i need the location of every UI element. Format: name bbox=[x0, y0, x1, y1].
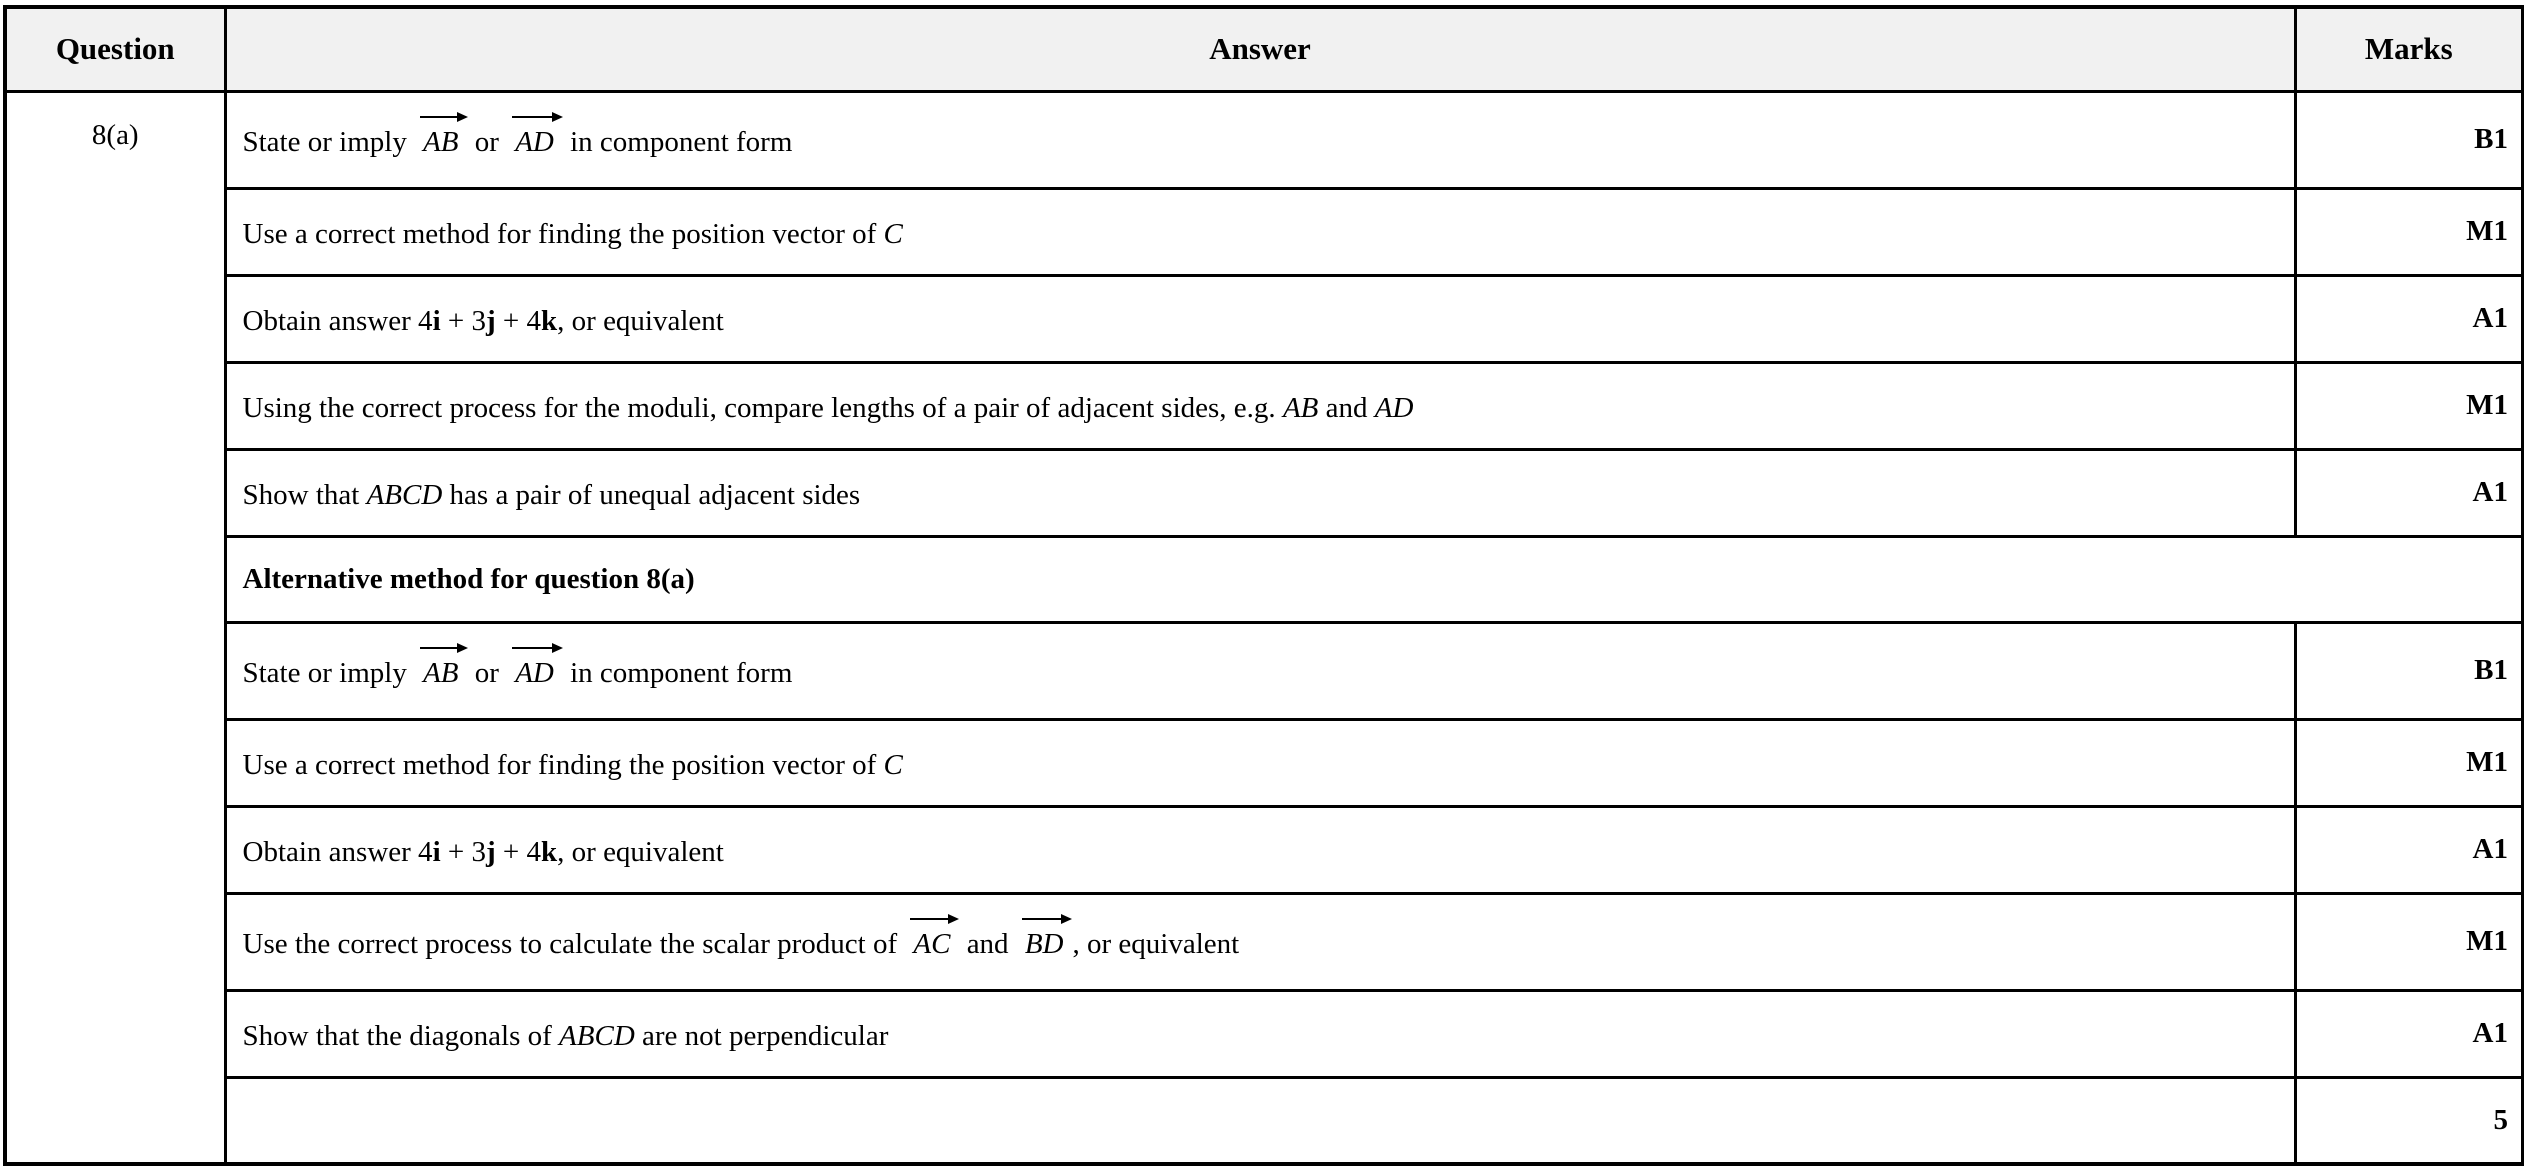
mark-table-body bbox=[5, 91, 2523, 1164]
italic-term: AD bbox=[1374, 392, 1414, 425]
marks-cell: M1 bbox=[2295, 719, 2523, 806]
answer-cell bbox=[225, 1077, 2295, 1164]
answer-cell: Show that the diagonals of ABCD are not perpendicular bbox=[225, 990, 2295, 1077]
table-row bbox=[5, 275, 2523, 362]
table-row bbox=[5, 893, 2523, 990]
table-row bbox=[5, 449, 2523, 536]
vector-notation: AB bbox=[421, 124, 460, 160]
table-row bbox=[5, 719, 2523, 806]
table-row bbox=[5, 362, 2523, 449]
bold-vector-term: k bbox=[541, 305, 558, 338]
answer-cell: Obtain answer 4i + 3j + 4k, or equivalent bbox=[225, 275, 2295, 362]
table-row bbox=[5, 806, 2523, 893]
marks-cell: A1 bbox=[2295, 449, 2523, 536]
column-header-question: Question bbox=[5, 7, 225, 91]
alternative-method-header: Alternative method for question 8(a) bbox=[225, 536, 2523, 622]
italic-term: C bbox=[883, 749, 903, 782]
marks-cell: A1 bbox=[2295, 806, 2523, 893]
italic-term: C bbox=[883, 218, 903, 251]
header-row bbox=[5, 7, 2523, 91]
answer-cell: Use a correct method for finding the position vector of C bbox=[225, 188, 2295, 275]
marks-cell: B1 bbox=[2295, 91, 2523, 188]
table-row bbox=[5, 536, 2523, 622]
answer-cell: Using the correct process for the moduli, compare lengths of a pair of adjacent sides, e.g. AB and AD bbox=[225, 362, 2295, 449]
vector-notation: AC bbox=[911, 926, 952, 962]
bold-vector-term: i bbox=[432, 836, 441, 869]
column-header-marks: Marks bbox=[2295, 7, 2523, 91]
marks-cell: A1 bbox=[2295, 990, 2523, 1077]
marks-cell: M1 bbox=[2295, 188, 2523, 275]
vector-notation: AD bbox=[513, 124, 556, 160]
bold-vector-term: j bbox=[485, 836, 496, 869]
marks-cell: M1 bbox=[2295, 893, 2523, 990]
mark-scheme-table bbox=[3, 5, 2524, 1166]
answer-cell: State or imply AB or AD in component form bbox=[225, 622, 2295, 719]
italic-term: ABCD bbox=[366, 479, 443, 512]
answer-cell: Show that ABCD has a pair of unequal adjacent sides bbox=[225, 449, 2295, 536]
answer-cell: Use a correct method for finding the position vector of C bbox=[225, 719, 2295, 806]
italic-term: ABCD bbox=[559, 1020, 635, 1053]
table-row bbox=[5, 188, 2523, 275]
answer-cell: State or imply AB or AD in component form bbox=[225, 91, 2295, 188]
marks-cell: B1 bbox=[2295, 622, 2523, 719]
table-row bbox=[5, 91, 2523, 188]
column-header-answer: Answer bbox=[225, 7, 2295, 91]
bold-vector-term: k bbox=[541, 836, 558, 869]
italic-term: AB bbox=[1282, 392, 1319, 425]
vector-notation: AD bbox=[513, 655, 556, 691]
vector-notation: AB bbox=[421, 655, 460, 691]
question-number-cell: 8(a) bbox=[5, 91, 225, 1164]
table-row bbox=[5, 1077, 2523, 1164]
marks-cell: M1 bbox=[2295, 362, 2523, 449]
marks-cell: A1 bbox=[2295, 275, 2523, 362]
bold-vector-term: j bbox=[485, 305, 496, 338]
total-marks-cell: 5 bbox=[2295, 1077, 2523, 1164]
table-row bbox=[5, 622, 2523, 719]
answer-cell: Use the correct process to calculate the scalar product of AC and BD , or equivalent bbox=[225, 893, 2295, 990]
bold-vector-term: i bbox=[432, 305, 441, 338]
table-row bbox=[5, 990, 2523, 1077]
table-header bbox=[5, 7, 2523, 91]
answer-cell: Obtain answer 4i + 3j + 4k, or equivalent bbox=[225, 806, 2295, 893]
vector-notation: BD bbox=[1023, 926, 1066, 962]
